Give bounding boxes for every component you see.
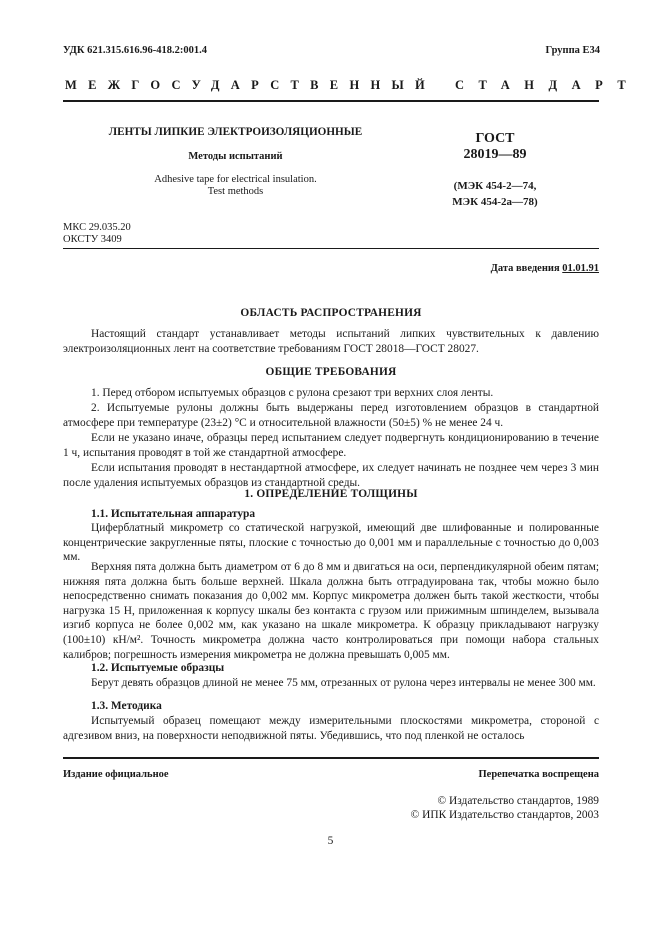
scope-heading: ОБЛАСТЬ РАСПРОСТРАНЕНИЯ [240,307,422,319]
udk-code: УДК 621.315.616.96-418.2:001.4 [63,45,207,56]
mks-code: МКС 29.035.20 [63,222,131,233]
standard-title: ЛЕНТЫ ЛИПКИЕ ЭЛЕКТРОИЗОЛЯЦИОННЫЕ [108,126,363,138]
section-1-1-heading: 1.1. Испытательная аппаратура [91,508,256,520]
section-1-2-heading: 1.2. Испытуемые образцы [91,662,225,674]
introduction-date [491,263,599,274]
copyright-line-1: © Издательство стандартов, 1989 [437,795,599,807]
introduction-date-value: 01.01.91 [562,263,599,274]
standard-subtitle: Методы испытаний [188,151,283,162]
english-title-line2: Test methods [207,186,264,197]
general-paragraph-2: 2. Испытуемые рулоны должны быть выдержаны перед изготовлением образцов в стандартной атмосфере при температуре (23±2) °С и относительной влажности (50±5) % не менее 24 ч. [63,402,599,429]
header-rule [63,100,599,102]
section-1-3-heading: 1.3. Методика [91,700,162,712]
banner-interstate: МЕЖГОСУДАРСТВЕННЫЙ [65,78,437,92]
general-requirements-heading: ОБЩИЕ ТРЕБОВАНИЯ [265,366,397,378]
page-number: 5 [327,835,334,847]
reprint-prohibited: Перепечатка воспрещена [478,769,599,780]
banner-standard: СТАНДАРТ [455,78,641,92]
mek-ref-line1: (МЭК 454-2—74, [453,180,537,192]
section-1-1-paragraph-2: Верхняя пята должна быть диаметром от 6 до 8 мм и двигаться на оси, перпендикулярной обеим пятам; нижняя пята должна быть больше верхней. Шкала должна быть отградуирована так, чтобы можно было непосредственно снимать показания до 0,002 мм. Корпус микрометра должен быть такой жесткости, чтобы нагрузка 15 Н, приложенная к корпусу шкалы без контакта с грузом или прижимным шпинделем, вызывала изгиб корпуса не более 0,002 мм, как указано на шкале микрометра. К образцу прикладывают нагрузку (100±10) кН/м². Точность микрометра должна часто контролироваться при помощи набора стальных калибров; погрешность измерения микрометра не должна превышать 0,005 мм. [63,561,599,661]
gost-label: ГОСТ [475,131,515,146]
general-paragraph-3: Если не указано иначе, образцы перед испытанием следует подвергнуть кондиционированию в течение 1 ч, испытания проводят в той же стандартной атмосфере. [63,432,599,459]
section-1-3-paragraph: Испытуемый образец помещают между измерительными плоскостями микрометра, стороной с адгезивом вниз, на поверхности неподвижной пяты. Убедившись, что под пленкой не осталось [63,715,599,742]
introduction-date-label: Дата введения [490,263,560,274]
scope-paragraph: Настоящий стандарт устанавливает методы испытаний липких чувствительных к давлению электроизоляционных лент на соответствие требованиям ГОСТ 28018—ГОСТ 28027. [63,328,599,355]
general-paragraph-4: Если испытания проводят в нестандартной атмосфере, их следует начинать не позднее чем через 3 мин после удаления испытуемых образцов из стандартной среды. [63,462,599,489]
okstu-code: ОКСТУ 3409 [63,234,122,245]
footer-rule [63,757,599,759]
gost-number: 28019—89 [463,147,527,162]
english-title-line1: Adhesive tape for electrical insulation. [154,174,317,185]
copyright-line-2: © ИПК Издательство стандартов, 2003 [410,809,599,821]
section-1-1-paragraph-1: Циферблатный микрометр со статической нагрузкой, имеющий две шлифованные и полированные концентрические закругленные пяты, плоские с точностью до 0,001 мм и параллельные с точностью до 0,003 мм. [63,522,599,564]
codes-rule [63,248,599,249]
official-edition: Издание официальное [63,769,169,780]
mek-ref-line2: МЭК 454-2а—78) [452,196,538,208]
group-code: Группа Е34 [545,45,600,56]
section-1-2-paragraph: Берут девять образцов длиной не менее 75 мм, отрезанных от рулона через интервалы не менее 300 мм. [91,677,596,689]
general-paragraph-1: 1. Перед отбором испытуемых образцов с рулона срезают три верхних слоя ленты. [91,387,494,399]
thickness-heading: 1. ОПРЕДЕЛЕНИЕ ТОЛЩИНЫ [244,488,418,500]
